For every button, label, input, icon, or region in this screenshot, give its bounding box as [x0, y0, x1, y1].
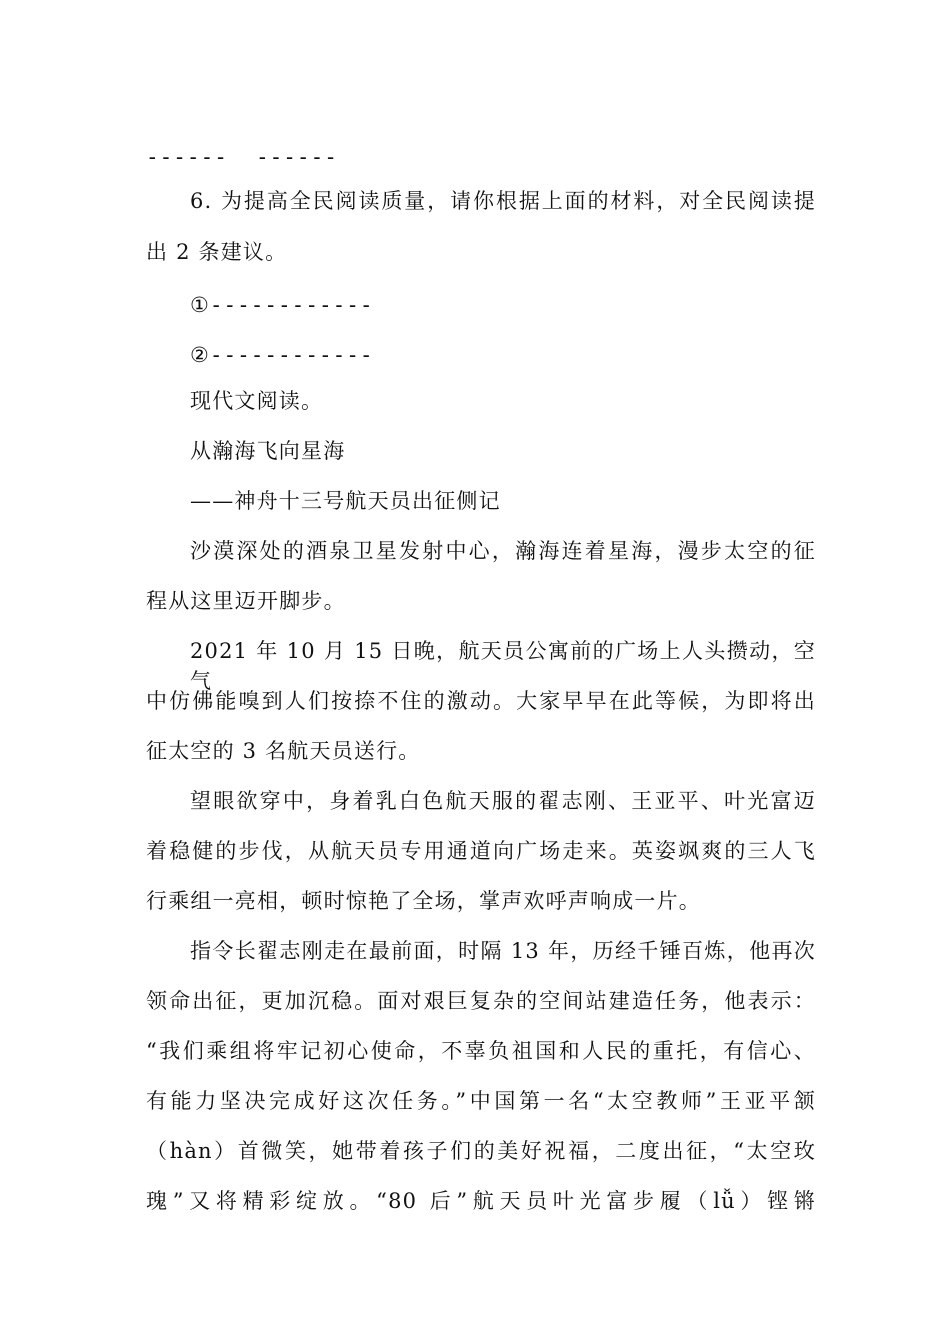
paragraph-line: 征太空的 3 名航天员送行。: [146, 739, 421, 763]
paragraph-line: 程从这里迈开脚步。: [146, 589, 346, 613]
paragraph-line: 2021 年 10 月 15 日晚，航天员公寓前的广场上人头攒动，空气: [190, 639, 816, 693]
paragraph-line: 瑰”又将精彩绽放。“80 后”航天员叶光富步履（lǚ）铿锵: [146, 1189, 816, 1213]
paragraph-line: 指令长翟志刚走在最前面，时隔 13 年，历经千锤百炼，他再次: [190, 939, 816, 963]
answer-blanks: [146, 142, 816, 172]
answer-blank[interactable]: ------: [256, 145, 338, 169]
question-6-text: 6. 为提高全民阅读质量，请你根据上面的材料，对全民阅读提: [190, 189, 816, 213]
paragraph-line: 着稳健的步伐，从航天员专用通道向广场走来。英姿飒爽的三人飞: [146, 839, 816, 863]
answer-line-2[interactable]: ②------------: [190, 343, 374, 367]
question-6-text: 出 2 条建议。: [146, 240, 288, 264]
paragraph-line: 行乘组一亮相，顿时惊艳了全场，掌声欢呼声响成一片。: [146, 889, 701, 913]
paragraph-line: 沙漠深处的酒泉卫星发射中心，瀚海连着星海，漫步太空的征: [190, 539, 816, 563]
paragraph-line: （hàn）首微笑，她带着孩子们的美好祝福，二度出征，“太空玫: [146, 1139, 816, 1163]
article-subtitle: ——神舟十三号航天员出征侧记: [190, 489, 501, 513]
paragraph-line: 有能力坚决完成好这次任务。”中国第一名“太空教师”王亚平颔: [146, 1089, 816, 1113]
paragraph-line: 中仿佛能嗅到人们按捺不住的激动。大家早早在此等候，为即将出: [146, 689, 816, 713]
paragraph-line: “我们乘组将牢记初心使命，不辜负祖国和人民的重托，有信心、: [146, 1039, 816, 1063]
answer-blank[interactable]: ------: [146, 145, 228, 169]
article-title: 从瀚海飞向星海: [190, 439, 346, 463]
paragraph-line: 领命出征，更加沉稳。面对艰巨复杂的空间站建造任务，他表示：: [146, 989, 816, 1013]
answer-line-1[interactable]: ①------------: [190, 293, 374, 317]
paragraph-line: 望眼欲穿中，身着乳白色航天服的翟志刚、王亚平、叶光富迈: [190, 789, 816, 813]
section-heading: 现代文阅读。: [190, 389, 324, 413]
